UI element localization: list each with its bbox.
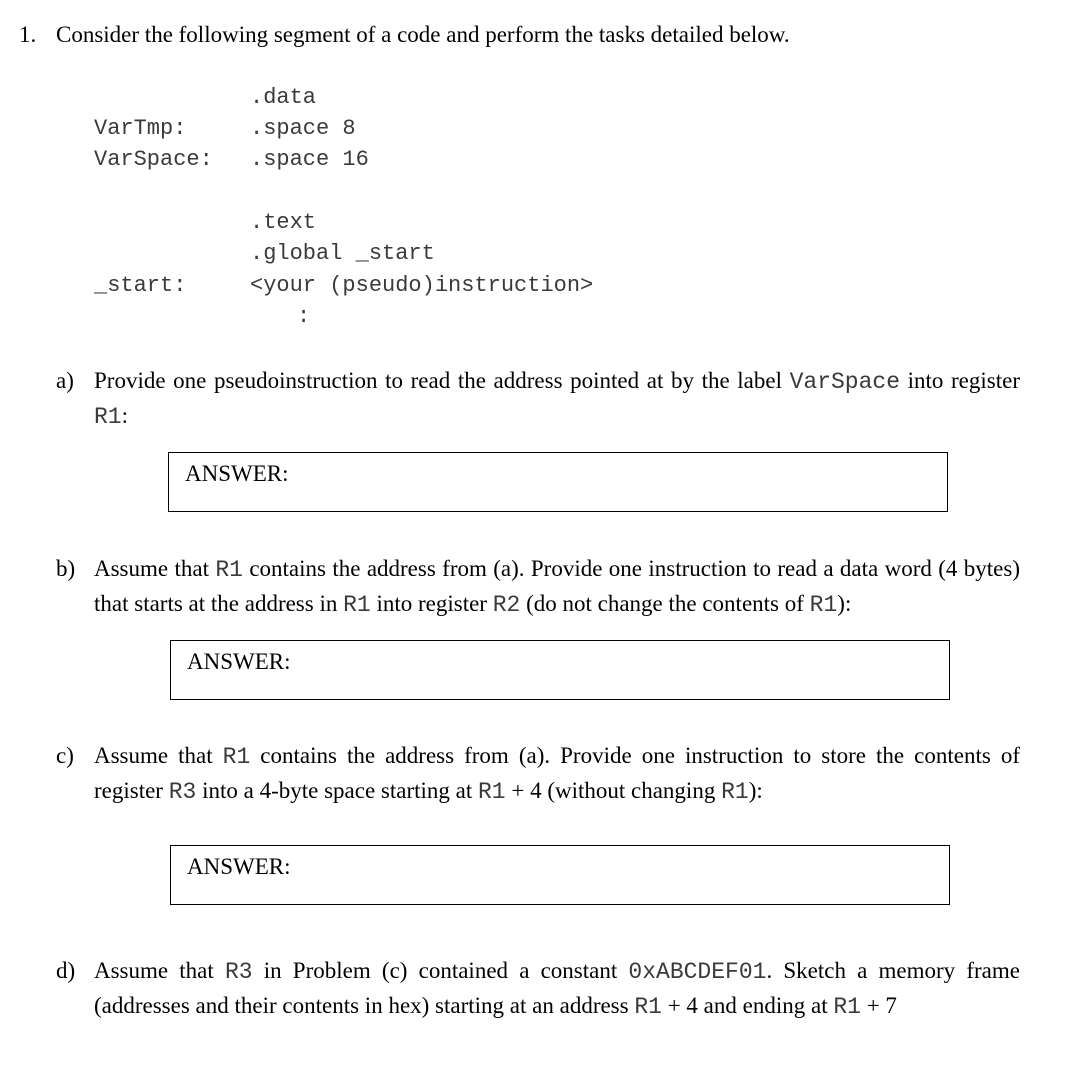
code-start-label: _start: <box>94 273 187 298</box>
code-ref: R3 <box>168 779 197 805</box>
code-ref: R3 <box>224 959 253 985</box>
answer-box-c[interactable] <box>170 845 950 905</box>
answer-box-a[interactable] <box>168 452 948 512</box>
code-ref: VarSpace <box>789 369 901 395</box>
code-ref: R1 <box>721 779 749 805</box>
part-b-label: b) <box>56 556 76 581</box>
code-data-directive: .data <box>250 85 317 110</box>
code-ref: R1 <box>215 557 243 583</box>
code-ref: 0xABCDEF01 <box>628 959 767 985</box>
answer-label: ANSWER: <box>185 461 289 486</box>
code-ref: R1 <box>222 744 251 770</box>
answer-box-b[interactable] <box>170 640 950 700</box>
part-d-label: d) <box>56 958 76 983</box>
code-ref: R1 <box>833 994 861 1020</box>
code-ref: R1 <box>343 592 371 618</box>
code-ref: R1 <box>478 779 506 805</box>
code-ref: R1 <box>809 592 838 618</box>
answer-label: ANSWER: <box>187 649 291 674</box>
code-text-directive: .text <box>250 210 317 235</box>
question-intro: Consider the following segment of a code and perform the tasks detailed below. <box>56 22 790 47</box>
code-start-instr: <your (pseudo)instruction> <box>250 273 594 298</box>
answer-label: ANSWER: <box>187 854 291 879</box>
part-a-label: a) <box>56 368 74 393</box>
code-ref: R1 <box>94 404 122 430</box>
code-varspace-instr: .space 16 <box>250 147 369 172</box>
part-b-text: Assume that R1 contains the address from (a). Provide one instruction to read a data word (4 bytes) that starts at the address in R1 into register R2 (do not change the contents of R1): <box>94 556 1020 618</box>
code-continuation: : <box>297 304 311 329</box>
question-number: 1. <box>19 22 37 47</box>
part-a-text: Provide one pseudoinstruction to read the address pointed at by the label VarSpace into register R1: <box>94 368 1020 430</box>
part-d-text: Assume that R3 in Problem (c) contained a constant 0xABCDEF01. Sketch a memory frame (addresses and their contents in hex) starting at an address R1 + 4 and ending at R1 + 7 <box>94 958 1020 1020</box>
code-global-directive: .global _start <box>250 241 435 266</box>
code-ref: R2 <box>492 592 521 618</box>
code-varspace-label: VarSpace: <box>94 147 213 172</box>
code-ref: R1 <box>634 994 662 1020</box>
code-vartmp-label: VarTmp: <box>94 116 187 141</box>
part-c-label: c) <box>56 743 74 768</box>
part-c-text: Assume that R1 contains the address from (a). Provide one instruction to store the contents of register R3 into a 4-byte space starting at R1 + 4 (without changing R1): <box>94 743 1020 805</box>
code-vartmp-instr: .space 8 <box>250 116 356 141</box>
